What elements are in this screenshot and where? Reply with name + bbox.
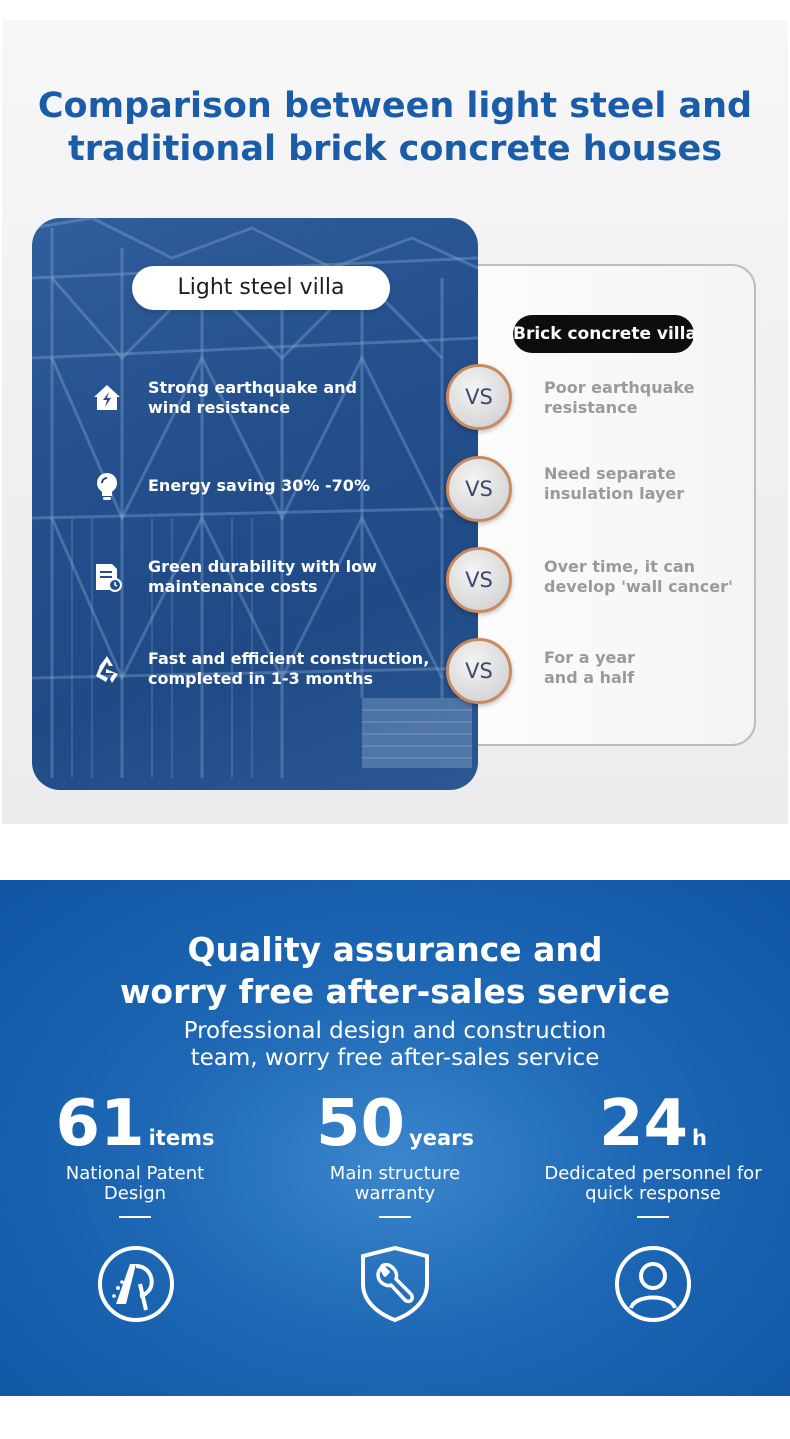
stat-description: Dedicated personnel for quick response bbox=[544, 1163, 762, 1204]
stat-number: 24 bbox=[598, 1087, 689, 1161]
brick-concrete-villa-label: Brick concrete villa bbox=[513, 315, 694, 353]
stat-divider bbox=[379, 1216, 411, 1218]
patent-icon bbox=[96, 1244, 176, 1324]
stat-divider bbox=[637, 1216, 669, 1218]
stat-description: National Patent Design bbox=[65, 1163, 205, 1204]
stat-response bbox=[528, 1087, 778, 1218]
vs-badge-2: VS bbox=[446, 456, 512, 522]
comparison-title: Comparison between light steel and traditional brick concrete houses bbox=[37, 86, 753, 169]
stat-unit: items bbox=[148, 1126, 215, 1150]
stat-unit: years bbox=[409, 1126, 475, 1150]
light-feature-2: Energy saving 30% -70% bbox=[148, 476, 370, 495]
stat-description: Main structure warranty bbox=[329, 1163, 461, 1204]
vs-badge-4: VS bbox=[446, 638, 512, 704]
stat-divider bbox=[119, 1216, 151, 1218]
light-feature-4: Fast and efficient construction, completed in 1-3 months bbox=[148, 649, 430, 688]
shield-wrench-icon bbox=[355, 1244, 435, 1324]
vs-badge-1: VS bbox=[446, 364, 512, 430]
quality-subtitle: Professional design and construction team, worry free after-sales service bbox=[183, 1018, 607, 1071]
brick-feature-2: Need separate insulation layer bbox=[544, 464, 685, 503]
lightbulb-icon bbox=[90, 470, 124, 504]
person-icon bbox=[613, 1244, 693, 1324]
brick-feature-3: Over time, it can develop 'wall cancer' bbox=[544, 557, 733, 596]
stat-unit: h bbox=[692, 1126, 707, 1150]
brick-feature-4: For a year and a half bbox=[544, 648, 636, 687]
stat-number: 50 bbox=[315, 1087, 406, 1161]
stat-warranty bbox=[270, 1087, 520, 1218]
recycle-icon bbox=[90, 652, 124, 686]
vs-badge-3: VS bbox=[446, 547, 512, 613]
house-lightning-icon bbox=[90, 380, 124, 414]
light-feature-3: Green durability with low maintenance costs bbox=[148, 557, 377, 596]
stat-patents bbox=[10, 1087, 260, 1218]
light-feature-1: Strong earthquake and wind resistance bbox=[148, 378, 357, 417]
document-clock-icon bbox=[90, 560, 124, 594]
stat-number: 61 bbox=[55, 1087, 145, 1161]
quality-title: Quality assurance and worry free after-sales service bbox=[119, 930, 671, 1011]
light-steel-villa-label: Light steel villa bbox=[132, 266, 390, 310]
brick-feature-1: Poor earthquake resistance bbox=[544, 378, 695, 417]
